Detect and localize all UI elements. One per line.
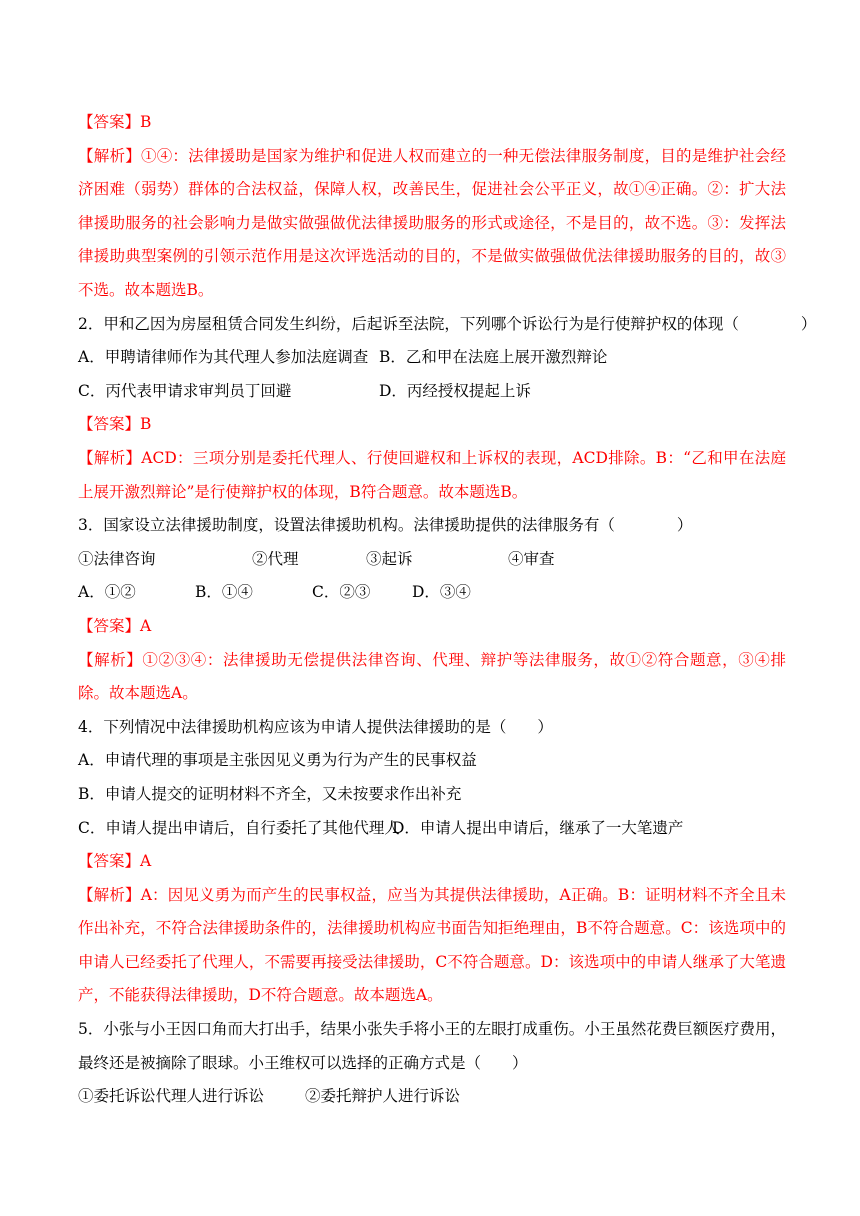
analysis-tag: 【解析】 <box>78 448 142 467</box>
analysis-text: A：因见义勇为而产生的民事权益，应当为其提供法律援助，A正确。B：证明材料不齐全且未作出补充，不符合法律援助条件的，法律援助机构应书面告知拒绝理由，B不符合题意。C：该选项中的申请人已经委托了代理人，不需要再接受法律援助，C不符合题意。D：该选项中的申请人继承了大笔遗产，不能获得法律援助，D不符合题意。故本题选A。 <box>78 885 786 1005</box>
option-c: C．②③ <box>312 583 371 602</box>
option-b: B．乙和甲在法庭上展开激烈辩论 <box>379 348 608 367</box>
options-row <box>78 576 786 610</box>
analysis-tag: 【解析】 <box>78 146 141 165</box>
analysis-text: ①②③④：法律援助无偿提供法律咨询、代理、辩护等法律服务，故①②符合题意，③④排除。故本题选A。 <box>78 650 786 703</box>
option-c: C．申请人提出申请后，自行委托了其他代理人 <box>78 818 400 837</box>
analysis-tag: 【解析】 <box>78 650 143 669</box>
option-d: D．申请人提出申请后，继承了一大笔遗产 <box>392 818 684 837</box>
document-page <box>78 106 817 1114</box>
analysis-paragraph <box>78 442 786 509</box>
options-row <box>78 341 786 375</box>
choice-1: ①法律咨询 <box>78 549 156 568</box>
choice-1: ①委托诉讼代理人进行诉讼 <box>78 1087 265 1106</box>
answer-tag: 【答案】 <box>78 616 141 635</box>
answer-line <box>78 610 786 644</box>
analysis-text: ACD：三项分别是委托代理人、行使回避权和上诉权的表现，ACD排除。B：“乙和甲在法庭上展开激烈辩论”是行使辩护权的体现，B符合题意。故本题选B。 <box>78 448 786 501</box>
choice-4: ④审查 <box>508 549 555 568</box>
answer-value: A <box>140 852 152 871</box>
analysis-paragraph <box>78 879 786 1013</box>
answer-line <box>78 845 786 879</box>
answer-value: B <box>140 113 152 131</box>
option-a: A．①② <box>78 583 136 602</box>
analysis-text: ①④：法律援助是国家为维护和促进人权而建立的一种无偿法律服务制度，目的是维护社会经济困难（弱势）群体的合法权益，保障人权，改善民生，促进社会公平正义，故①④正确。②：扩大法律援助服务的社会影响力是做实做强做优法律援助服务的形式或途径，不是目的，故不选。③：发挥法律援助典型案例的引领示范作用是这次评选活动的目的，不是做实做强做优法律援助服务的目的，故③不选。故本题选B。 <box>78 146 786 299</box>
answer-value: B <box>140 415 152 434</box>
choice-2: ②代理 <box>252 549 299 568</box>
analysis-tag: 【解析】 <box>78 885 141 904</box>
choices-row <box>78 543 786 577</box>
option-d: D．③④ <box>412 583 471 602</box>
answer-line <box>78 408 786 442</box>
option-b: B．①④ <box>195 583 253 602</box>
option-d: D．丙经授权提起上诉 <box>379 381 531 400</box>
answer-line <box>78 106 786 140</box>
option-a: A．甲聘请律师作为其代理人参加法庭调查 <box>78 348 369 367</box>
question-2: 2．甲和乙因为房屋租赁合同发生纠纷，后起诉至法院，下列哪个诉讼行为是行使辩护权的体现（ ） <box>78 314 817 333</box>
question-3: 3．国家设立法律援助制度，设置法律援助机构。法律援助提供的法律服务有（ ） <box>78 516 693 535</box>
analysis-paragraph <box>78 140 786 308</box>
choice-2: ②委托辩护人进行诉讼 <box>305 1087 461 1106</box>
analysis-paragraph <box>78 644 786 711</box>
option-c: C．丙代表甲请求审判员丁回避 <box>78 381 292 400</box>
answer-tag: 【答案】 <box>78 852 141 871</box>
answer-tag: 【答案】 <box>78 113 141 131</box>
choices-row <box>78 1080 786 1114</box>
question-4: 4．下列情况中法律援助机构应该为申请人提供法律援助的是（ ） <box>78 717 553 736</box>
answer-tag: 【答案】 <box>78 415 141 434</box>
option-a: A．申请代理的事项是主张因见义勇为行为产生的民事权益 <box>78 751 477 770</box>
answer-value: A <box>140 616 152 635</box>
option-b: B．申请人提交的证明材料不齐全，又未按要求作出补充 <box>78 784 462 803</box>
choice-3: ③起诉 <box>366 549 413 568</box>
question-5: 5．小张与小王因口角而大打出手，结果小张失手将小王的左眼打成重伤。小王虽然花费巨额医疗费用，最终还是被摘除了眼球。小王维权可以选择的正确方式是（ ） <box>78 1020 786 1072</box>
options-row <box>78 812 786 846</box>
options-row <box>78 375 786 409</box>
